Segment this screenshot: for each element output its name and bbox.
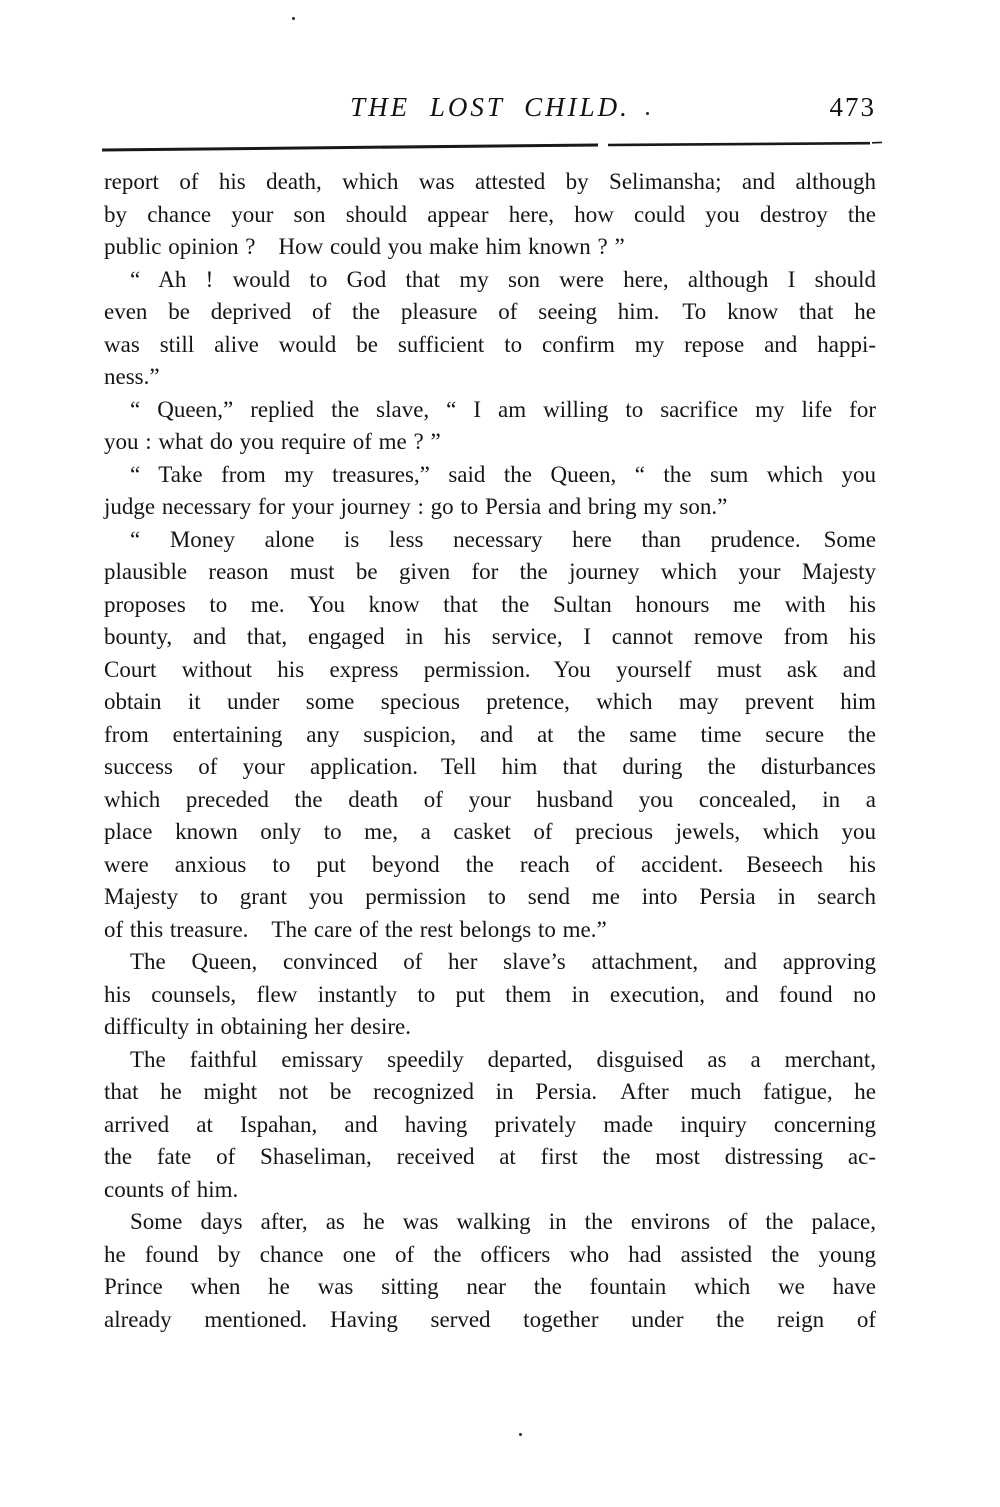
text-line: already mentioned. Having served together under the reign of: [104, 1306, 876, 1332]
text-line: he found by chance one of the officers who had assisted the young: [104, 1241, 876, 1267]
text-line: Prince when he was sitting near the fountain which we have: [104, 1274, 876, 1299]
page-number: 473: [829, 92, 876, 122]
text-line: of this treasure. The care of the rest belongs to me.”: [104, 916, 607, 942]
paragraph: [104, 394, 876, 459]
text-line: The Queen, convinced of her slave’s attachment, and approving: [130, 949, 876, 974]
text-line: even be deprived of the pleasure of seeing him. To know that he: [104, 299, 876, 324]
text-line: Majesty to grant you permission to send me into Persia in search: [104, 884, 876, 909]
scan-speck: [646, 112, 649, 115]
text-line: that he might not be recognized in Persia. After much fatigue, he: [104, 1079, 876, 1104]
text-line: arrived at Ispahan, and having privately made inquiry concerning: [104, 1111, 876, 1137]
text-line: place known only to me, a casket of precious jewels, which you: [104, 819, 876, 844]
paragraph: [104, 946, 876, 1044]
text-line: by chance your son should appear here, how could you destroy the: [104, 201, 876, 227]
paragraph: [104, 1206, 876, 1336]
header-rule-divider: [98, 136, 884, 154]
scan-speck: [519, 1433, 522, 1436]
paragraph: [104, 1044, 876, 1207]
text-line: public opinion ? How could you make him known ? ”: [104, 234, 625, 259]
text-line: counts of him.: [104, 1176, 239, 1202]
paragraph: [104, 264, 876, 394]
text-line: “ Money alone is less necessary here than prudence. Some: [130, 526, 876, 552]
text-line: from entertaining any suspicion, and at the same time secure the: [104, 721, 876, 747]
text-line: plausible reason must be given for the journey which your Majesty: [104, 559, 876, 584]
text-line: report of his death, which was attested by Selimansha; and although: [104, 169, 876, 194]
text-line: “ Ah ! would to God that my son were here, although I should: [130, 266, 876, 292]
scan-speck: [292, 17, 295, 20]
text-line: The faithful emissary speedily departed, disguised as a merchant,: [130, 1046, 876, 1072]
text-line: ness.”: [104, 364, 160, 389]
paragraph: [104, 459, 876, 524]
text-line: Some days after, as he was walking in the environs of the palace,: [130, 1209, 876, 1234]
text-line: bounty, and that, engaged in his service, I cannot remove from his: [104, 624, 876, 649]
page-header: [104, 92, 876, 128]
text-line: difficulty in obtaining her desire.: [104, 1014, 411, 1039]
text-line: were anxious to put beyond the reach of accident. Beseech his: [104, 851, 876, 877]
text-line: judge necessary for your journey : go to Persia and bring my son.”: [104, 494, 728, 519]
text-line: proposes to me. You know that the Sultan honours me with his: [104, 591, 876, 617]
text-line: obtain it under some specious pretence, which may prevent him: [104, 689, 876, 714]
text-line: his counsels, flew instantly to put them in execution, and found no: [104, 981, 876, 1007]
text-line: was still alive would be sufficient to confirm my repose and happi-: [104, 331, 876, 357]
text-line: which preceded the death of your husband you concealed, in a: [104, 786, 876, 812]
paragraph: [104, 524, 876, 947]
running-head-title: THE LOST CHILD.: [350, 92, 630, 122]
paragraph: [104, 166, 876, 264]
text-line: the fate of Shaseliman, received at first the most distressing ac-: [104, 1144, 876, 1169]
text-line: success of your application. Tell him that during the disturbances: [104, 754, 876, 779]
text-line: “ Take from my treasures,” said the Queen, “ the sum which you: [130, 461, 876, 487]
page-text: [104, 166, 876, 1336]
text-line: “ Queen,” replied the slave, “ I am willing to sacrifice my life for: [130, 396, 876, 422]
text-line: you : what do you require of me ? ”: [104, 429, 441, 454]
text-line: Court without his express permission. You yourself must ask and: [104, 656, 876, 682]
